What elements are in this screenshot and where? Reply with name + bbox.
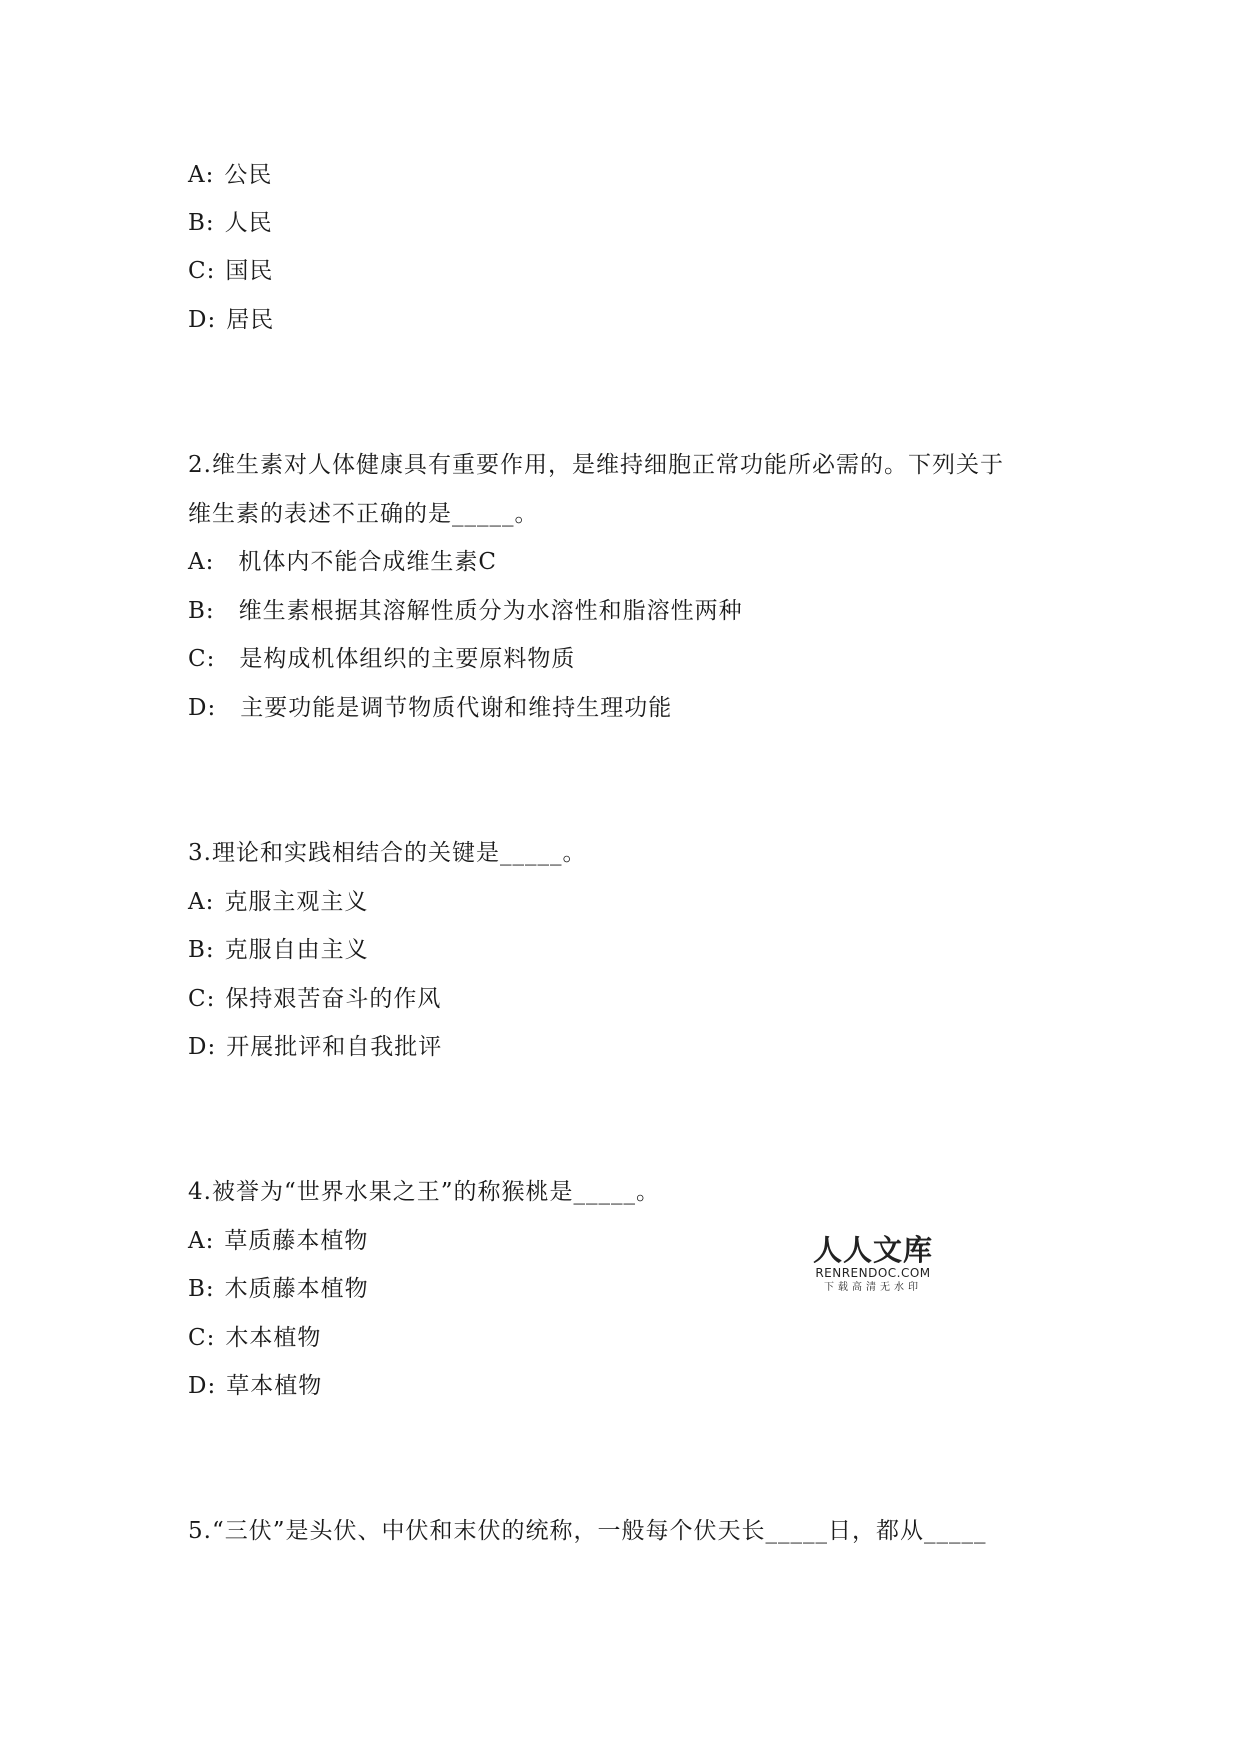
q4-option-b — [188, 1274, 369, 1304]
option-label: D: — [188, 1373, 217, 1399]
watermark-tagline: 下载高清无水印 — [824, 1282, 922, 1293]
watermark-url: RENRENDOC.COM — [815, 1266, 931, 1280]
option-text: 维生素根据其溶解性质分为水溶性和脂溶性两种 — [238, 598, 743, 624]
option-label: C: — [188, 258, 216, 284]
option-text: 克服主观主义 — [224, 889, 369, 915]
option-label: D: — [188, 1034, 217, 1060]
option-text: 草本植物 — [226, 1373, 323, 1399]
q5-stem-line1: 5.“三伏”是头伏、中伏和末伏的统称，一般每个伏天长_____日，都从_____ — [188, 1518, 987, 1544]
option-label: B: — [188, 1276, 215, 1302]
watermark-title: 人人文库 — [812, 1233, 933, 1267]
option-label: B: — [188, 210, 215, 236]
q4-option-d — [188, 1371, 322, 1401]
q2-option-b — [188, 596, 743, 626]
q2-stem-line1: 2.维生素对人体健康具有重要作用，是维持细胞正常功能所必需的。下列关于 — [188, 452, 1004, 478]
option-text: 机体内不能合成维生素C — [238, 549, 497, 575]
option-text: 是构成机体组织的主要原料物质 — [239, 646, 576, 672]
watermark-logo — [803, 1234, 943, 1294]
option-label: C: — [188, 986, 216, 1012]
option-text: 人民 — [224, 210, 273, 236]
option-text: 草质藤本植物 — [224, 1228, 369, 1254]
option-text: 保持艰苦奋斗的作风 — [225, 986, 442, 1012]
option-text: 开展批评和自我批评 — [226, 1034, 443, 1060]
q1-option-a — [188, 160, 272, 190]
q2-option-d — [188, 693, 672, 723]
q1-option-d — [188, 305, 274, 335]
q3-option-b — [188, 935, 369, 965]
q3-option-d — [188, 1032, 442, 1062]
q4-option-a — [188, 1226, 368, 1256]
option-text: 主要功能是调节物质代谢和维持生理功能 — [240, 695, 673, 721]
q2-option-c — [188, 644, 575, 674]
option-text: 克服自由主义 — [224, 937, 369, 963]
q3-stem: 3.理论和实践相结合的关键是_____。 — [188, 840, 587, 866]
option-text: 公民 — [224, 162, 273, 188]
q3-option-c — [188, 984, 441, 1014]
option-label: C: — [188, 646, 216, 672]
option-label: C: — [188, 1325, 216, 1351]
q1-option-b — [188, 208, 273, 238]
option-text: 木本植物 — [225, 1325, 322, 1351]
option-label: A: — [188, 162, 215, 188]
option-label: B: — [188, 598, 215, 624]
q3-option-a — [188, 887, 368, 917]
q4-option-c — [188, 1323, 321, 1353]
q2-option-a — [188, 547, 497, 577]
q2-stem-line2: 维生素的表述不正确的是_____。 — [188, 501, 539, 527]
q1-option-c — [188, 256, 273, 286]
option-label: D: — [188, 307, 217, 333]
option-label: B: — [188, 937, 215, 963]
option-label: A: — [188, 1228, 215, 1254]
option-text: 居民 — [226, 307, 275, 333]
option-text: 木质藤本植物 — [224, 1276, 369, 1302]
option-label: D: — [188, 695, 217, 721]
q4-stem: 4.被誉为“世界水果之王”的称猴桃是_____。 — [188, 1179, 660, 1205]
option-label: A: — [188, 549, 215, 575]
option-label: A: — [188, 889, 215, 915]
option-text: 国民 — [225, 258, 274, 284]
